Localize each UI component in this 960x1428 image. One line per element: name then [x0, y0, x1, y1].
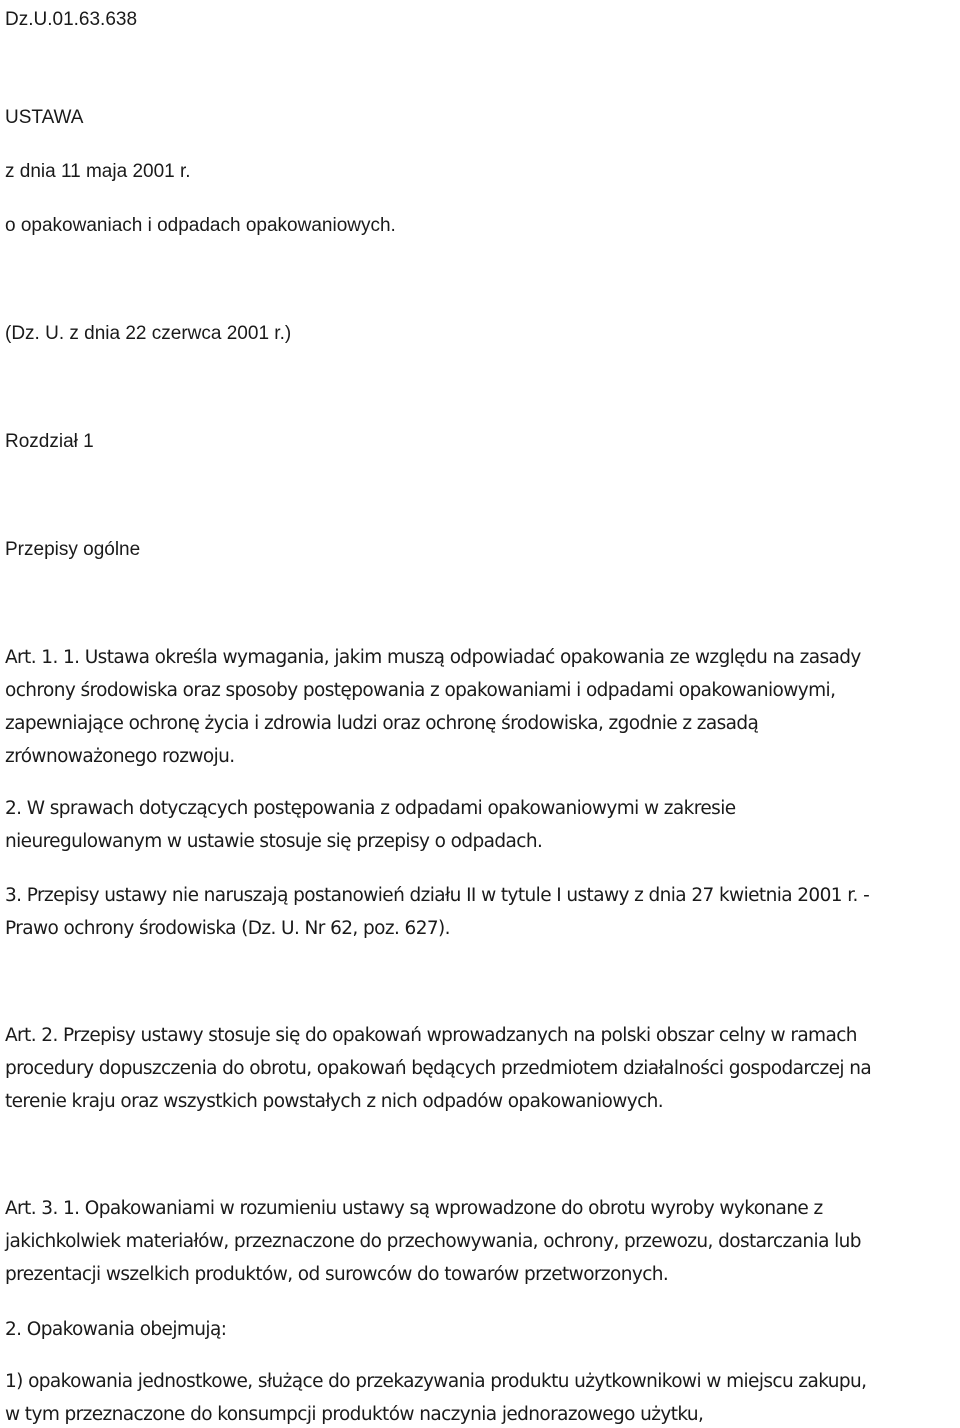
act-type-heading: USTAWA — [5, 107, 84, 128]
article-1-paragraph-1-line: zrównoważonego rozwoju. — [5, 746, 235, 767]
article-3-paragraph-1-line: prezentacji wszelkich produktów, od surowców do towarów przetworzonych. — [5, 1264, 669, 1285]
article-2-line: Art. 2. Przepisy ustawy stosuje się do opakowań wprowadzanych na polski obszar celny w ramach — [5, 1025, 857, 1046]
article-1-paragraph-2-line: nieuregulowanym w ustawie stosuje się przepisy o odpadach. — [5, 831, 543, 852]
chapter-title: Przepisy ogólne — [5, 539, 141, 560]
publication-info: (Dz. U. z dnia 22 czerwca 2001 r.) — [5, 323, 292, 344]
article-3-paragraph-1-line: Art. 3. 1. Opakowaniami w rozumieniu ustawy są wprowadzone do obrotu wyroby wykonane z — [5, 1198, 823, 1219]
chapter-number: Rozdział 1 — [5, 431, 94, 452]
article-2-line: procedury dopuszczenia do obrotu, opakowań będących przedmiotem działalności gospodarczej na — [5, 1058, 872, 1079]
article-1-paragraph-2-line: 2. W sprawach dotyczących postępowania z odpadami opakowaniowymi w zakresie — [5, 798, 736, 819]
document-reference: Dz.U.01.63.638 — [5, 9, 138, 30]
article-3-paragraph-2-line: 2. Opakowania obejmują: — [5, 1319, 227, 1340]
article-2-line: terenie kraju oraz wszystkich powstałych z nich odpadów opakowaniowych. — [5, 1091, 664, 1112]
act-date: z dnia 11 maja 2001 r. — [5, 161, 191, 182]
article-1-paragraph-1-line: ochrony środowiska oraz sposoby postępowania z opakowaniami i odpadami opakowaniowymi, — [5, 680, 836, 701]
act-title: o opakowaniach i odpadach opakowaniowych. — [5, 215, 396, 236]
article-1-paragraph-3-line: Prawo ochrony środowiska (Dz. U. Nr 62, poz. 627). — [5, 918, 450, 939]
article-1-paragraph-3-line: 3. Przepisy ustawy nie naruszają postanowień działu II w tytule I ustawy z dnia 27 kwietnia 2001 r. - — [5, 885, 870, 906]
article-1-paragraph-1-line: Art. 1. 1. Ustawa określa wymagania, jakim muszą odpowiadać opakowania ze względu na zasady — [5, 647, 861, 668]
article-3-item-1-line: w tym przeznaczone do konsumpcji produktów naczynia jednorazowego użytku, — [5, 1404, 704, 1425]
article-1-paragraph-1-line: zapewniające ochronę życia i zdrowia ludzi oraz ochronę środowiska, zgodnie z zasadą — [5, 713, 759, 734]
article-3-item-1-line: 1) opakowania jednostkowe, służące do przekazywania produktu użytkownikowi w miejscu zakupu, — [5, 1371, 867, 1392]
article-3-paragraph-1-line: jakichkolwiek materiałów, przeznaczone do przechowywania, ochrony, przewozu, dostarczania lub — [5, 1231, 861, 1252]
